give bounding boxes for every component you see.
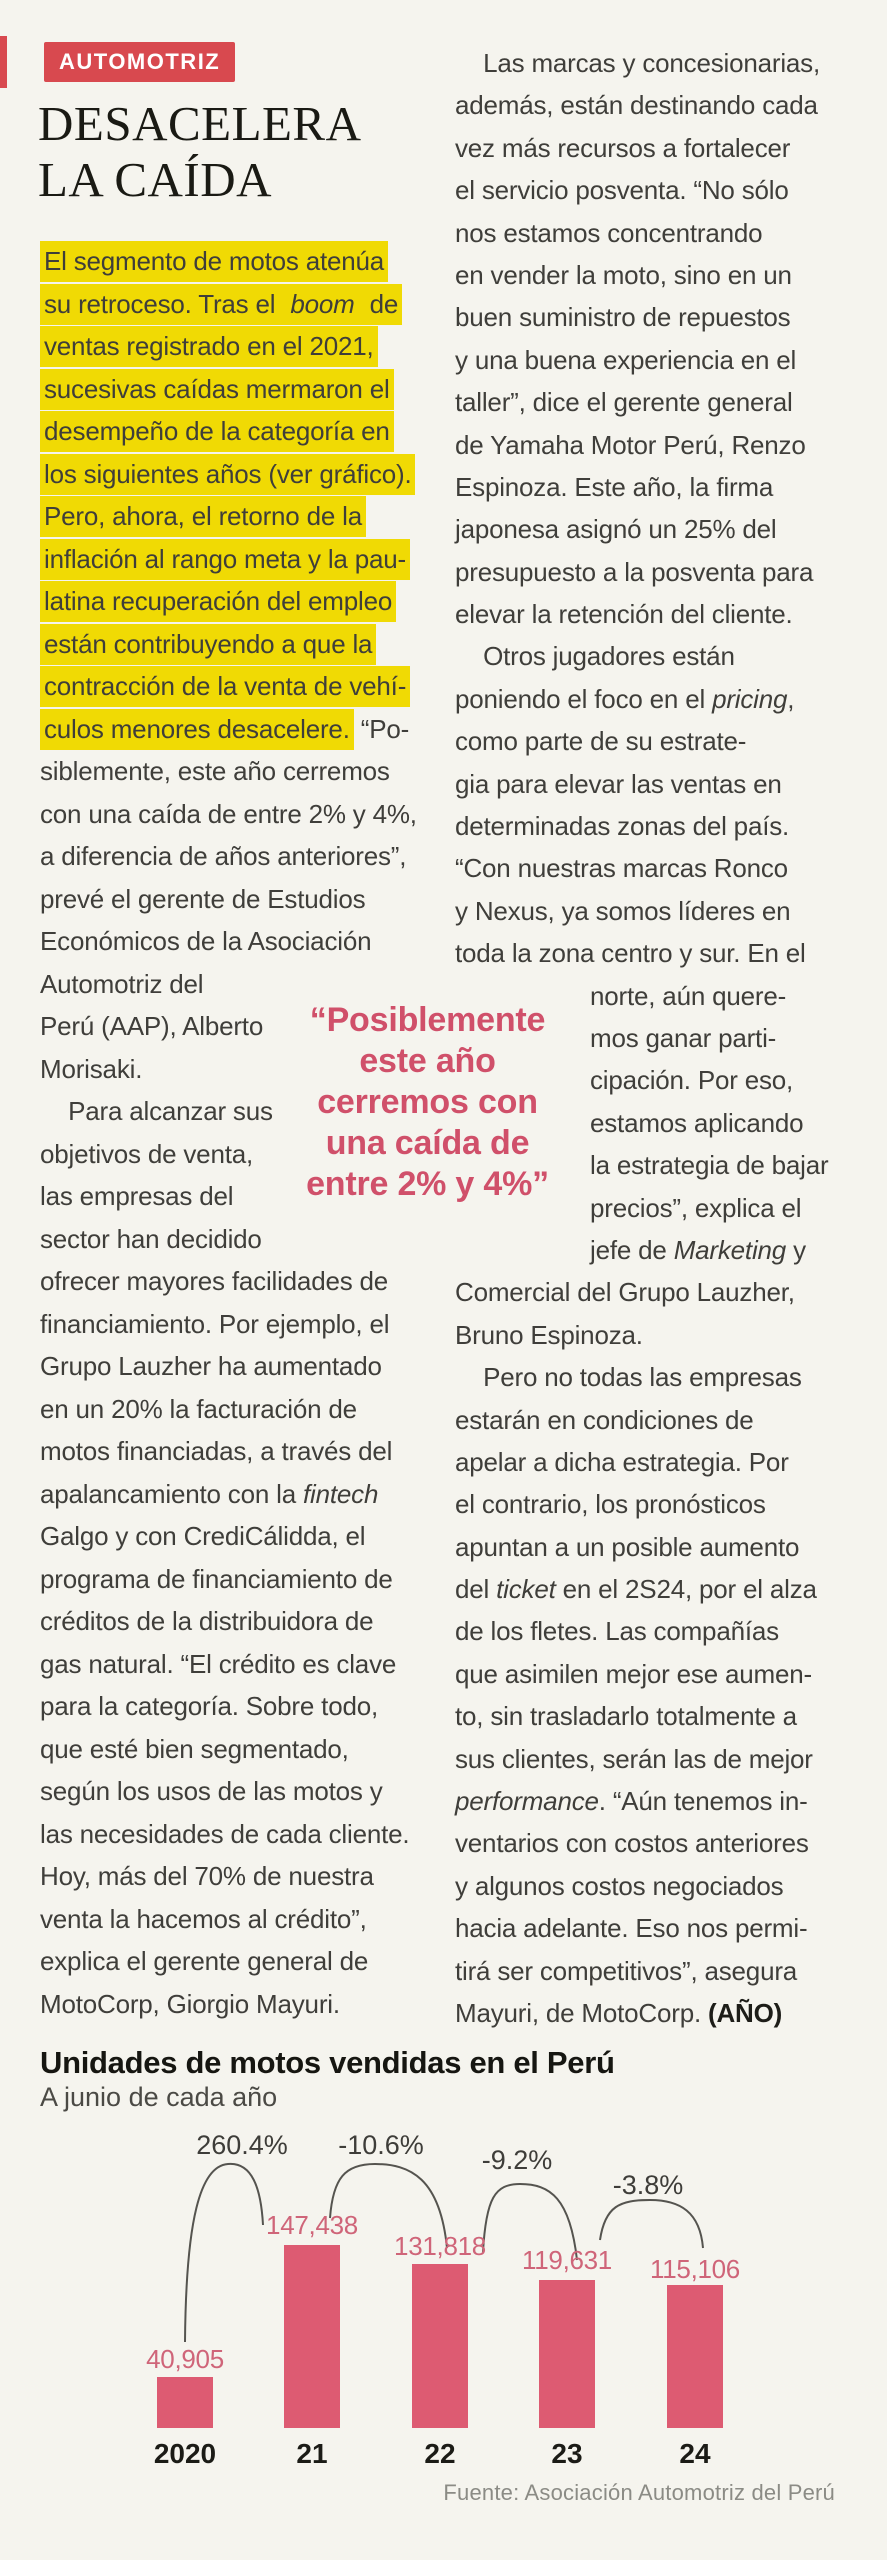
text-line: a diferencia de años anteriores”, — [40, 841, 407, 871]
text-line: sus clientes, serán las de mejor — [455, 1743, 813, 1774]
text-line: Comercial del Grupo Lauzher, — [455, 1277, 795, 1308]
text-line: “Con nuestras marcas Ronco — [455, 853, 788, 884]
text-line: están contribuyendo a que la — [40, 623, 442, 666]
bar-22 — [412, 2264, 468, 2428]
text-line: del ticket en el 2S24, por el alza — [455, 1574, 817, 1605]
year-label: 23 — [551, 2438, 583, 2469]
text-line: las empresas del — [40, 1181, 234, 1211]
text-line: latina recuperación del empleo — [40, 580, 442, 623]
text-line: taller”, dice el gerente general — [455, 387, 793, 418]
text-line: tirá ser competitivos”, asegura — [455, 1955, 798, 1986]
text-line: en un 20% la facturación de — [40, 1393, 357, 1424]
text-line: Pero, ahora, el retorno de la — [40, 495, 442, 538]
text-line: norte, aún quere- — [590, 980, 787, 1011]
text-line: Galgo y con CrediCálidda, el — [40, 1521, 366, 1551]
text-line: ventas registrado en el 2021, — [40, 325, 442, 368]
bar-value-label: 40,905 — [146, 2344, 224, 2374]
year-label: 22 — [424, 2438, 456, 2469]
text-line: estarán en condiciones de — [455, 1404, 754, 1435]
article-title — [38, 96, 362, 208]
text-line: mos ganar parti- — [590, 1022, 777, 1053]
text-line: y algunos costos negociados — [455, 1870, 784, 1901]
text-line: Perú (AAP), Alberto — [40, 1011, 264, 1041]
text-line: nos estamos concentrando — [455, 217, 763, 248]
source-note: Fuente: Asociación Automotriz del Perú — [443, 2480, 835, 2505]
text-line: en vender la moto, sino en un — [455, 259, 792, 290]
text-line: cipación. Por eso, — [590, 1065, 794, 1096]
text-line: hacia adelante. Eso nos permi- — [455, 1913, 808, 1944]
text-line: Automotriz del — [40, 968, 204, 999]
text-line: performance. “Aún tenemos in- — [455, 1786, 808, 1817]
text-line: toda la zona centro y sur. En el — [455, 938, 806, 969]
text-line: ventarios con costos anteriores — [455, 1828, 809, 1859]
article-title-line2: LA CAÍDA — [38, 152, 273, 207]
text-line: el contrario, los pronósticos — [455, 1489, 766, 1520]
text-line: determinadas zonas del país. — [455, 811, 790, 842]
bar-24 — [667, 2285, 723, 2428]
text-line: los siguientes años (ver gráfico). — [40, 453, 442, 496]
text-line: Económicos de la Asociación — [40, 926, 372, 956]
text-line: Otros jugadores están — [455, 641, 735, 672]
pull-quote — [285, 1000, 570, 1205]
text-line: según los usos de las motos y — [40, 1776, 383, 1806]
chart-subtitle: A junio de cada año — [40, 2082, 278, 2112]
text-line: gas natural. “El crédito es clave — [40, 1648, 397, 1679]
text-line: créditos de la distribuidora de — [40, 1606, 374, 1636]
text-line: jefe de Marketing y — [590, 1234, 806, 1265]
article-title-line1: DESACELERA — [38, 96, 362, 151]
bar-value-label: 147,438 — [266, 2210, 358, 2240]
text-line: culos menores desacelere. “Po- — [40, 708, 442, 751]
text-line: japonesa asignó un 25% del — [455, 514, 777, 545]
pct-change-label: -9.2% — [481, 2145, 553, 2175]
text-line: Espinoza. Este año, la firma — [455, 471, 774, 502]
pull-quote-line: este año — [359, 1042, 496, 1080]
text-line: apalancamiento con la fintech — [40, 1478, 379, 1509]
bar-value-label: 115,106 — [650, 2254, 740, 2284]
text-line: precios”, explica el — [590, 1192, 802, 1223]
text-line: con una caída de entre 2% y 4%, — [40, 798, 417, 829]
text-line: venta la hacemos al crédito”, — [40, 1903, 367, 1934]
text-line: de los fletes. Las compañías — [455, 1616, 779, 1647]
pct-change-label: 260.4% — [196, 2130, 288, 2160]
bar-23 — [539, 2280, 595, 2428]
text-line: la estrategia de bajar — [590, 1150, 829, 1181]
year-label: 2020 — [153, 2438, 217, 2469]
text-line: objetivos de venta, — [40, 1138, 254, 1169]
text-line: estamos aplicando — [590, 1107, 804, 1138]
bar-21 — [284, 2245, 340, 2428]
pull-quote-line: una caída de — [325, 1124, 530, 1162]
text-line: como parte de su estrate- — [455, 726, 747, 757]
text-line: para la categoría. Sobre todo, — [40, 1691, 379, 1721]
text-line: ofrecer mayores facilidades de — [40, 1266, 389, 1296]
text-line: inflación al rango meta y la pau- — [40, 538, 442, 581]
x-axis-labels — [40, 2438, 847, 2470]
text-line: elevar la retención del cliente. — [455, 599, 793, 630]
text-line: de Yamaha Motor Perú, Renzo — [455, 429, 806, 460]
bar-2020 — [157, 2377, 213, 2428]
text-line: Hoy, más del 70% de nuestra — [40, 1861, 374, 1891]
text-line: explica el gerente general de — [40, 1946, 369, 1976]
text-line: apuntan a un posible aumento — [455, 1531, 800, 1562]
bar-chart — [40, 2120, 847, 2428]
pull-quote-line: cerremos con — [317, 1083, 538, 1121]
pct-change-label: -3.8% — [612, 2170, 684, 2200]
text-line: Mayuri, de MotoCorp. (AÑO) — [455, 1997, 783, 2028]
text-line: programa de financiamiento de — [40, 1563, 393, 1594]
text-line: Pero no todas las empresas — [455, 1362, 802, 1393]
text-line: que esté bien segmentado, — [40, 1733, 349, 1764]
text-line: el servicio posventa. “No sólo — [455, 175, 789, 206]
pct-change-label: -10.6% — [338, 2130, 424, 2160]
text-line: buen suministro de repuestos — [455, 302, 791, 333]
text-line: y una buena experiencia en el — [455, 344, 797, 375]
text-line: su retroceso. Tras el boom de — [40, 283, 442, 326]
text-line: motos financiadas, a través del — [40, 1436, 393, 1466]
chart-title: Unidades de motos vendidas en el Perú — [40, 2045, 615, 2080]
text-line: Para alcanzar sus — [40, 1096, 273, 1126]
text-line: vez más recursos a fortalecer — [455, 132, 791, 163]
text-line: Grupo Lauzher ha aumentado — [40, 1351, 382, 1381]
text-line: apelar a dicha estrategia. Por — [455, 1446, 789, 1477]
pull-quote-line: entre 2% y 4%” — [306, 1165, 549, 1203]
text-line: financiamiento. Por ejemplo, el — [40, 1308, 390, 1339]
text-line: contracción de la venta de vehí- — [40, 665, 442, 708]
text-line: además, están destinando cada — [455, 90, 818, 121]
text-line: desempeño de la categoría en — [40, 410, 442, 453]
text-line: y Nexus, ya somos líderes en — [455, 895, 791, 926]
year-label: 24 — [679, 2438, 711, 2469]
text-line: to, sin trasladarlo totalmente a — [455, 1701, 797, 1732]
pull-quote-line: “Posiblemente — [309, 1001, 546, 1039]
year-label: 21 — [296, 2438, 328, 2469]
text-line: gia para elevar las ventas en — [455, 768, 782, 799]
text-line: Las marcas y concesionarias, — [455, 48, 820, 78]
bar-value-label: 131,818 — [394, 2231, 486, 2261]
text-line: presupuesto a la posventa para — [455, 556, 814, 587]
page-edge-mark — [0, 36, 7, 88]
bar-value-label: 119,631 — [522, 2245, 612, 2275]
text-line: que asimilen mejor ese aumen- — [455, 1658, 812, 1689]
text-line: El segmento de motos atenúa — [40, 240, 442, 283]
text-line: poniendo el foco en el pricing, — [455, 683, 795, 714]
text-line: prevé el gerente de Estudios — [40, 883, 366, 914]
text-line: las necesidades de cada cliente. — [40, 1818, 410, 1849]
text-line: sucesivas caídas mermaron el — [40, 368, 442, 411]
text-line: Bruno Espinoza. — [455, 1319, 643, 1350]
section-tag: AUTOMOTRIZ — [44, 42, 235, 82]
text-line: MotoCorp, Giorgio Mayuri. — [40, 1988, 340, 2019]
text-line: Morisaki. — [40, 1053, 143, 1084]
text-line: siblemente, este año cerremos — [40, 756, 390, 786]
text-line: sector han decidido — [40, 1223, 262, 1254]
